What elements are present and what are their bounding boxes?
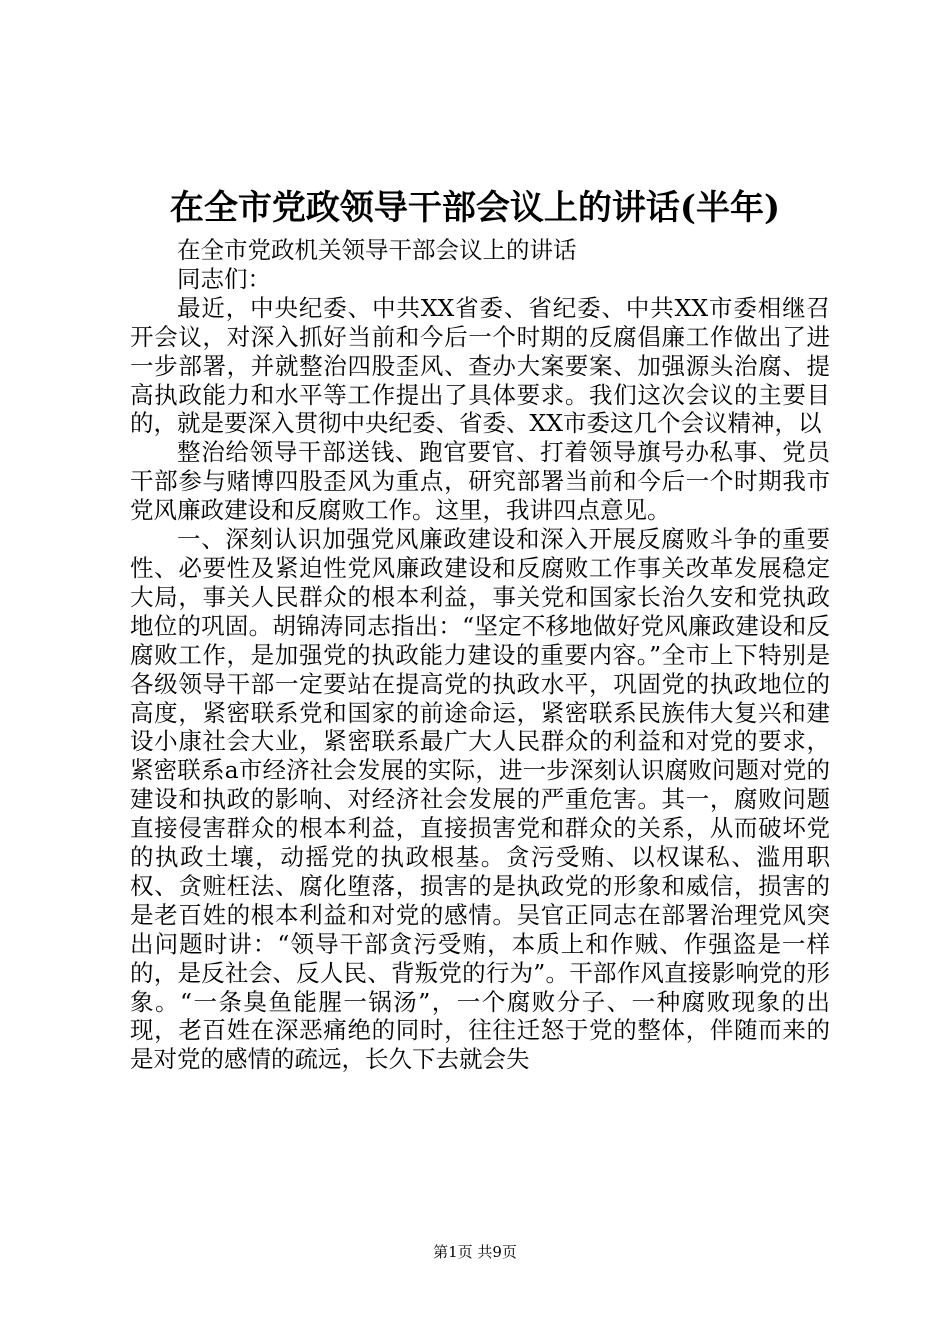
subtitle-paragraph: 在全市党政机关领导干部会议上的讲话 <box>177 236 577 264</box>
salutation-paragraph: 同志们： <box>177 264 271 293</box>
document-title: 在全市党政领导干部会议上的讲话(半年) <box>169 188 781 228</box>
document-body <box>130 236 830 1074</box>
page-footer: 第1页 共9页 <box>433 1243 517 1261</box>
body-paragraph: 最近，中央纪委、中共XX省委、省纪委、中共XX市委相继召开会议，对深入抓好当前和今后一个时期的反腐倡廉工作做出了进一步部署，并就整治四股歪风、查办大案要案、加强源头治腐、提高执政能力和水平等工作提出了具体要求。我们这次会议的主要目的，就是要深入贯彻中央纪委、省委、XX市委这几个会议精神，以 <box>130 293 830 438</box>
body-paragraph: 一、深刻认识加强党风廉政建设和深入开展反腐败斗争的重要性、必要性及紧迫性党风廉政建设和反腐败工作事关改革发展稳定大局，事关人民群众的根本利益，事关党和国家长治久安和党执政地位的巩固。胡锦涛同志指出：“坚定不移地做好党风廉政建设和反腐败工作，是加强党的执政能力建设的重要内容。”全市上下特别是各级领导干部一定要站在提高党的执政水平，巩固党的执政地位的高度，紧密联系党和国家的前途命运，紧密联系民族伟大复兴和建设小康社会大业，紧密联系最广大人民群众的利益和对党的要求，紧密联系a市经济社会发展的实际，进一步深刻认识腐败问题对党的建设和执政的影响、对经济社会发展的严重危害。其一，腐败问题直接侵害群众的根本利益，直接损害党和群众的关系，从而破坏党的执政土壤，动摇党的执政根基。贪污受贿、以权谋私、滥用职权、贪赃枉法、腐化堕落，损害的是执政党的形象和威信，损害的是老百姓的根本利益和对党的感情。吴官正同志在部署治理党风突出问题时讲：“领导干部贪污受贿，本质上和作贼、作强盗是一样的，是反社会、反人民、背叛党的行为”。干部作风直接影响党的形象。“一条臭鱼能腥一锅汤”，一个腐败分子、一种腐败现象的出现，老百姓在深恶痛绝的同时，往往迁怒于党的整体，伴随而来的是对党的感情的疏远，长久下去就会失 <box>130 525 830 1074</box>
body-paragraph: 整治给领导干部送钱、跑官要官、打着领导旗号办私事、党员干部参与赌博四股歪风为重点，研究部署当前和今后一个时期我市党风廉政建设和反腐败工作。这里，我讲四点意见。 <box>130 438 830 525</box>
